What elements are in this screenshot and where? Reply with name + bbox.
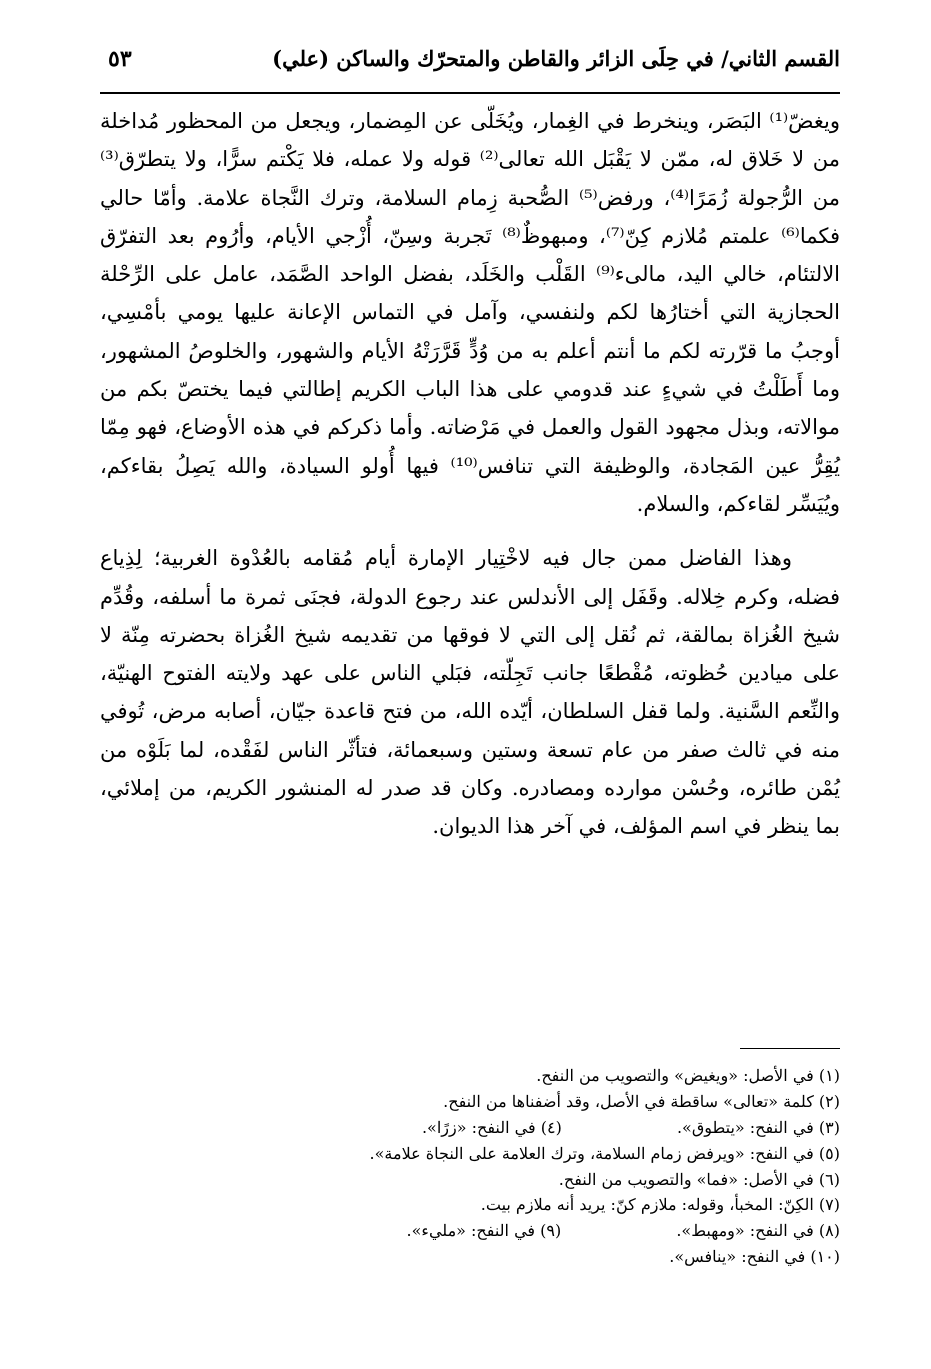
footnote-number: (٩) <box>540 1221 562 1241</box>
footnote-text: في الأصل: «ويغيض» والتصويب من النفح. <box>536 1066 814 1085</box>
footnote-text: في النفح: «ويرفض زمام السلامة، وترك العلامة على النجاة علامة». <box>369 1143 814 1163</box>
footnote-row <box>100 1218 840 1244</box>
running-header <box>100 40 840 94</box>
footnote-text: في النفح: «زرًا». <box>421 1117 536 1137</box>
footnote-text: في الأصل: «فما» والتصويب من النفح. <box>558 1169 814 1189</box>
footnote-text: الكِنّ: المخبأ، وقوله: ملازم كنّ: يريد أنه ملازم بيت. <box>480 1195 814 1215</box>
footnote-list <box>100 1063 840 1270</box>
header-title: القسم الثاني/ في حِلَى الزائر والقاطن والمتحرّك والساكن (علي) <box>272 46 840 71</box>
footnote-text: في النفح: «ومهبط». <box>676 1221 814 1241</box>
footnote-number: (٦) <box>818 1169 840 1189</box>
footnote-number: (٥) <box>818 1143 840 1163</box>
footnote-row <box>100 1192 840 1218</box>
footnote-row <box>100 1244 840 1270</box>
paragraph: وهذا الفاضل ممن جال فيه لاخْتِيار الإمارة أيام مُقامه بالعُدْوة الغربية؛ لِذِياع فضله، وكرم خِلاله. وقَفَل إلى الأندلس عند رجوع الدولة، فجنَى ثمرة ما أسلفه، وقُدِّم شيخ الغُزاة بمالقة، ثم نُقل إلى التي لا فوقها من تقديمه شيخ الغُزاة بحضرته مِنّة لا على ميادين حُظوته، مُقْطعًا جانب تَجِلّته، فبَلي الناس على عهد ولايته الفتوح الهنيّة، والنِّعم السَّنية. ولما قفل السلطان، أيّده الله، من فتح قاعدة جيّان، أصابه مرض، تُوفي منه في ثالث صفر من عام تسعة وستين وسبعمائة، فتأثّر الناس لفَقْده، لما بَلَوْه من يُمْن طائره، وحُسْن موارده ومصادره. وكان قد صدر له المنشور الكريم، من إملائي، بما ينظر في اسم المؤلف، في آخر هذا الديوان. <box>100 546 840 839</box>
footnote-row <box>100 1167 840 1193</box>
main-text <box>100 102 840 846</box>
footnote-text: كلمة «تعالى» ساقطة في الأصل، وقد أضفناها من النفح. <box>443 1091 814 1111</box>
footnote-row <box>100 1089 840 1115</box>
footnote-number: (٧) <box>818 1195 840 1215</box>
footnote-number: (٣) <box>818 1117 840 1137</box>
footnote-number: (٤) <box>540 1117 562 1137</box>
footnote-row <box>100 1115 840 1141</box>
page-number: ٥٣ <box>108 46 132 72</box>
footnote-number: (١٠) <box>810 1247 840 1267</box>
footnote-text: في النفح: «ينافس». <box>669 1247 806 1267</box>
footnote-separator <box>740 1048 840 1049</box>
footnote-text: في النفح: «يتطوق». <box>676 1117 814 1137</box>
footnote-number: (٨) <box>818 1221 840 1241</box>
footnote-row <box>100 1141 840 1167</box>
footnote-text: في النفح: «مليء». <box>406 1221 536 1241</box>
footnote-row <box>100 1063 840 1089</box>
footnote-number: (٢) <box>818 1091 840 1111</box>
paragraph: ويغضّ⁽¹⁾ البَصَر، وينخرط في الغِمار، ويُخَلّى عن المِضمار، ويجعل من المحظور مُداخلة من لا خَلاق له، ممّن لا يَقْبَل الله تعالى⁽²⁾ قوله ولا عمله، فلا يَكْتم سرًّا، ولا يتطرّق⁽³⁾ من الرُّجولة زُمَرًا⁽⁴⁾، ورفض⁽⁵⁾ الصُّحبة زِمام السلامة، وترك النَّجاة علامة. وأمّا حالي فكما⁽⁶⁾ علمتم مُلازم كِنّ⁽⁷⁾، ومبهوظٌ⁽⁸⁾ تَجربة وسِنّ، أُزْجي الأيام، وأرُوم بعد التفرّق الالتئام، خالي اليد، مالىء⁽⁹⁾ القَلْب والخَلَد، بفضل الواحد الصَّمَد، عامل على الرِّحْلة الحجازية التي أختارُها لكم ولنفسي، وآمل في التماس الإعانة عليها يومي بأمْسِي، أوجبُ ما قرّرته لكم ما أنتم أعلم به من وُدٍّ قَرَّرَتْهُ الأيام والشهور، والخلوصُ المشهور، وما أَطَلْتُ في شيءٍ عند قدومي على هذا الباب الكريم إطالتي فيما يختصّ بكم من موالاته، وبذل مجهود القول والعمل في مَرْضاته. وأما ذكركم في هذه الأوضاع، فهو مِمّا يُقِرُّ عين المَجادة، والوظيفة التي تنافس⁽¹⁰⁾ فيها أُولو السيادة، والله يَصِلُ بقاءكم، ويُيَسِّر لقاءكم، والسلام. <box>100 109 841 516</box>
footnotes <box>100 1048 840 1270</box>
footnote-number: (١) <box>818 1066 840 1085</box>
